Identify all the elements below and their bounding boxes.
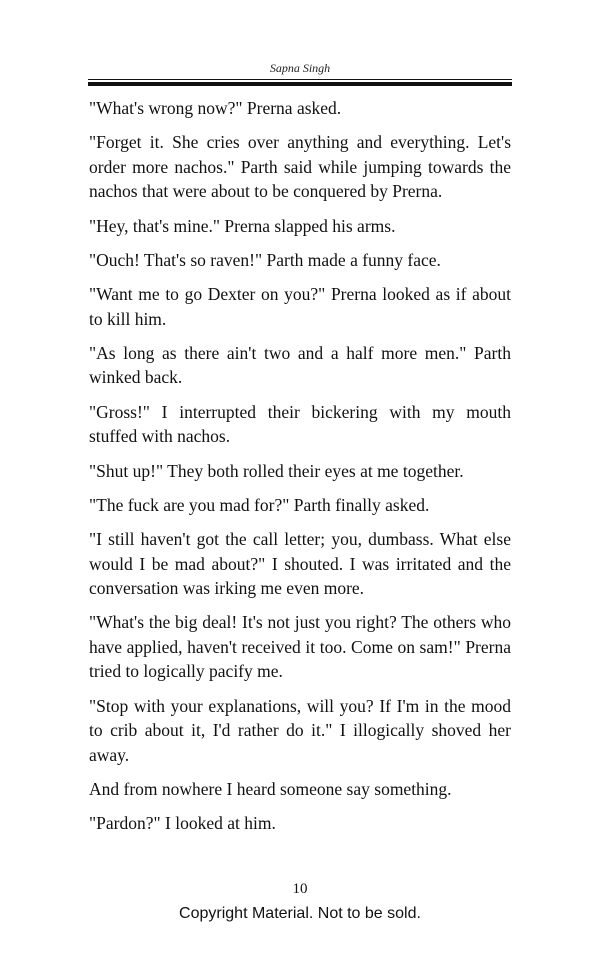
paragraph: "I still haven't got the call letter; you, dumbass. What else would I be mad about?" I shouted. I was irritated and the conversation was irking me even more. bbox=[89, 529, 511, 599]
paragraph: "Gross!" I interrupted their bickering with my mouth stuffed with nachos. bbox=[89, 401, 511, 447]
paragraph: "Hey, that's mine." Prerna slapped his arms. bbox=[89, 215, 396, 236]
paragraph: "Forget it. She cries over anything and everything. Let's order more nachos." Parth said while jumping towards the nachos that were about to be conquered by Prerna. bbox=[89, 132, 511, 202]
paragraph: "Shut up!" They both rolled their eyes at me together. bbox=[89, 460, 464, 481]
paragraph: "What's wrong now?" Prerna asked. bbox=[89, 98, 342, 118]
running-head-author: Sapna Singh bbox=[269, 61, 331, 75]
paragraph: And from nowhere I heard someone say something. bbox=[89, 779, 452, 800]
paragraph: "Stop with your explanations, will you? If I'm in the mood to crib about it, I'd rather do it." I illogically shoved her away. bbox=[89, 695, 511, 765]
paragraph: "Want me to go Dexter on you?" Prerna looked as if about to kill him. bbox=[89, 284, 511, 329]
paragraph: "Ouch! That's so raven!" Parth made a funny face. bbox=[89, 249, 441, 270]
page-number: 10 bbox=[292, 881, 308, 897]
header-rule-thin bbox=[88, 79, 512, 80]
copyright-notice: Copyright Material. Not to be sold. bbox=[179, 905, 421, 922]
paragraph: "What's the big deal! It's not just you right? The others who have applied, haven't received it too. Come on sam!" Prerna tried to logically pacify me. bbox=[89, 612, 511, 682]
header-rule-thick bbox=[88, 82, 512, 86]
body-text bbox=[89, 96, 511, 846]
paragraph: "The fuck are you mad for?" Parth finally asked. bbox=[89, 494, 430, 515]
paragraph: "As long as there ain't two and a half more men." Parth winked back. bbox=[89, 342, 511, 388]
paragraph: "Pardon?" I looked at him. bbox=[89, 813, 276, 834]
